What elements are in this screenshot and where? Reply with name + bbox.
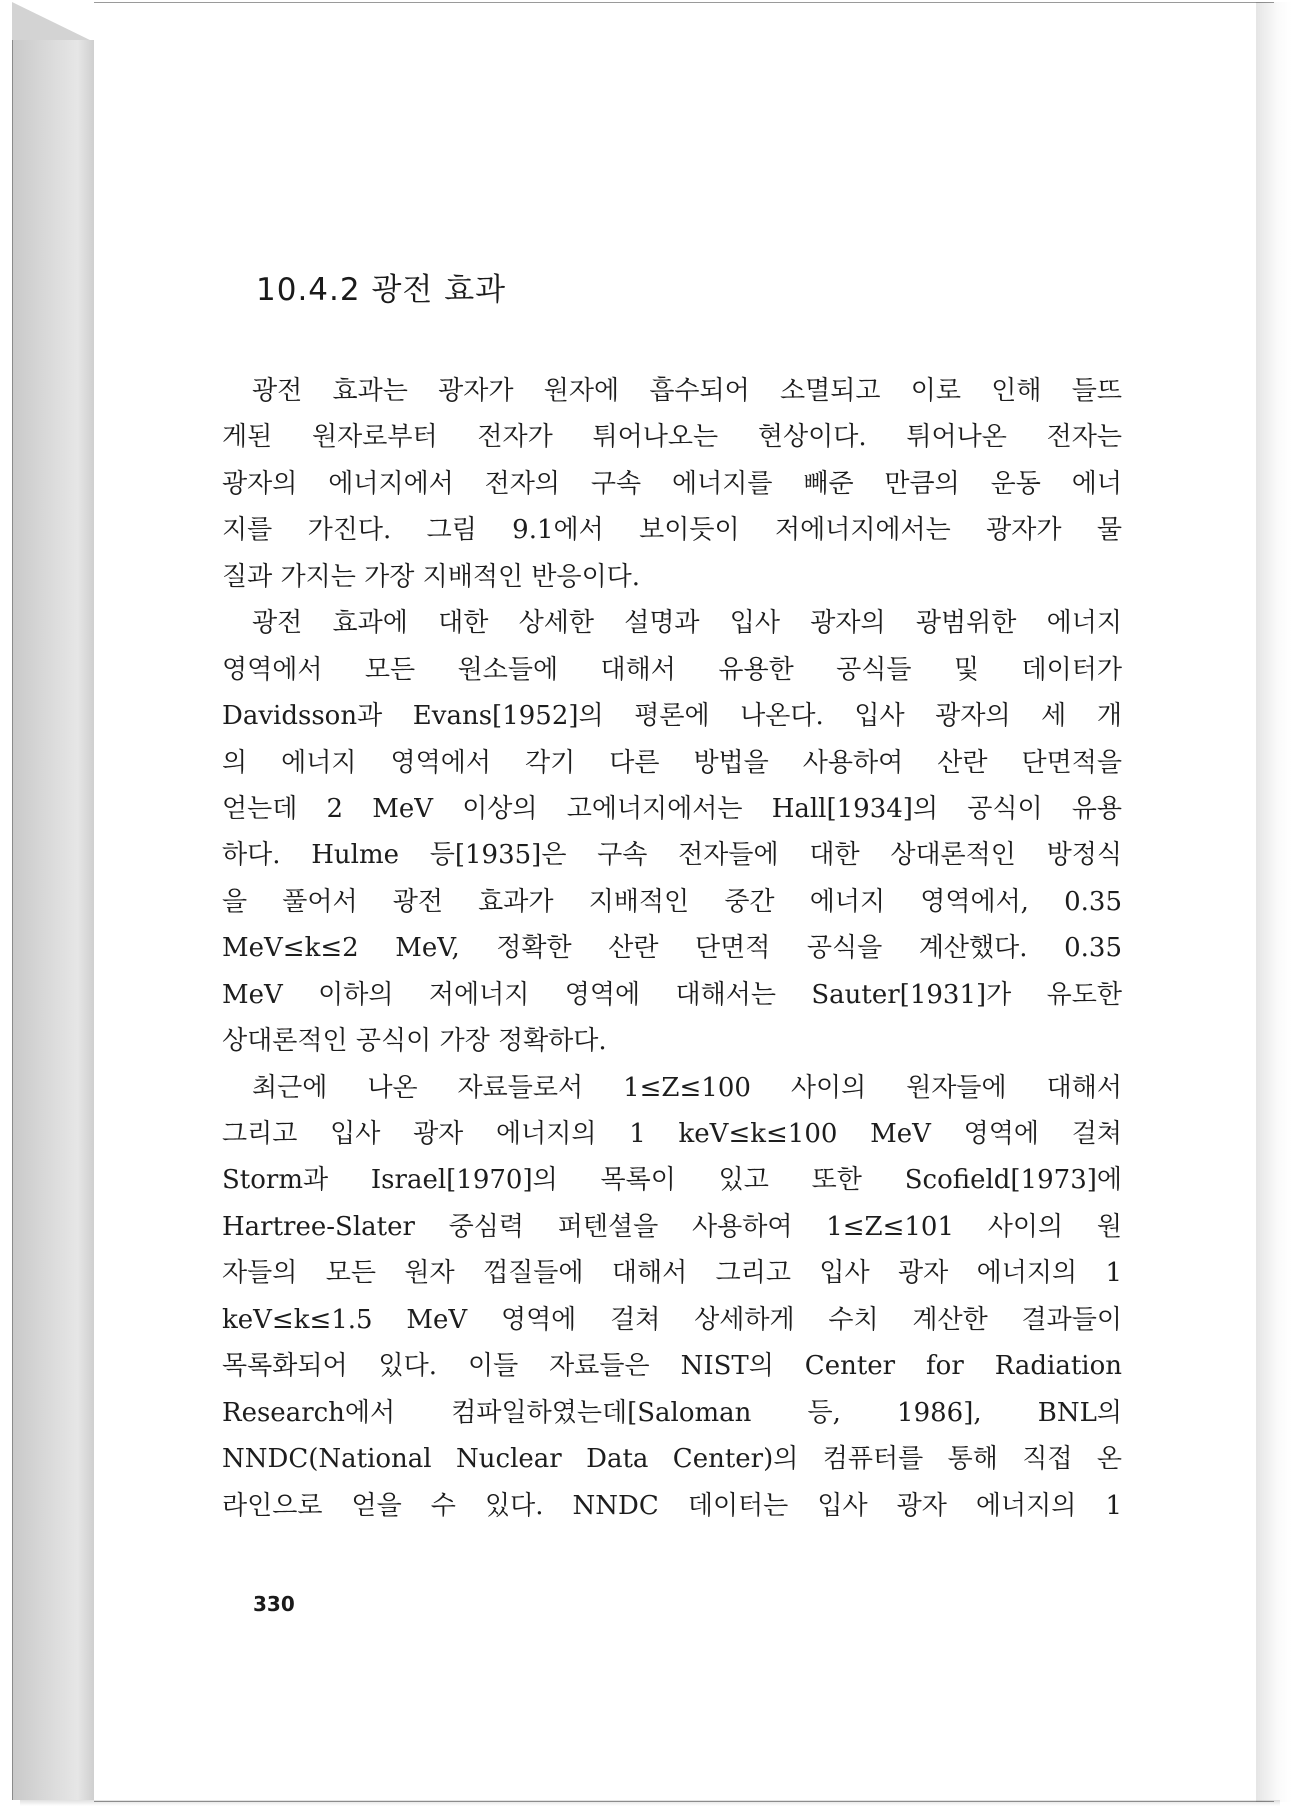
text-line: 을 풀어서 광전 효과가 지배적인 중간 에너지 영역에서, 0.35 <box>222 886 1122 917</box>
text-line: 상대론적인 공식이 가장 정확하다. <box>222 1026 607 1057</box>
text-line: 지를 가진다. 그림 9.1에서 보이듯이 저에너지에서는 광자가 물 <box>222 515 1122 546</box>
text-line: 광전 효과에 대한 상세한 설명과 입사 광자의 광범위한 에너지 <box>252 608 1122 639</box>
text-line: 질과 가지는 가장 지배적인 반응이다. <box>222 561 641 592</box>
page-bottom-shadow <box>20 1800 1280 1806</box>
text-line: 영역에서 모든 원소들에 대해서 유용한 공식들 및 데이터가 <box>222 654 1122 685</box>
text-line: Storm과 Israel[1970]의 목록이 있고 또한 Scofield[1973]에 <box>222 1165 1122 1196</box>
text-line: Hartree-Slater 중심력 퍼텐셜을 사용하여 1≤Z≤101 사이의 원 <box>222 1211 1122 1242</box>
book-spine <box>12 40 95 1800</box>
text-line: 광전 효과는 광자가 원자에 흡수되어 소멸되고 이로 인해 들뜨 <box>252 376 1122 406</box>
text-line: keV≤k≤1.5 MeV 영역에 걸쳐 상세하게 수치 계산한 결과들이 <box>222 1304 1122 1335</box>
page-number: 330 <box>253 1592 295 1616</box>
text-line: MeV≤k≤2 MeV, 정확한 산란 단면적 공식을 계산했다. 0.35 <box>222 933 1122 964</box>
text-line: 의 에너지 영역에서 각기 다른 방법을 사용하여 산란 단면적을 <box>222 747 1122 778</box>
text-line: 하다. Hulme 등[1935]은 구속 전자들에 대한 상대론적인 방정식 <box>222 840 1122 871</box>
page-edge-shadow <box>1256 2 1292 1802</box>
book-spine-top <box>12 2 94 42</box>
text-line: 최근에 나온 자료들로서 1≤Z≤100 사이의 원자들에 대해서 <box>252 1072 1122 1103</box>
paragraph <box>222 368 1122 600</box>
text-line: NNDC(National Nuclear Data Center)의 컴퓨터를 통해 직접 온 <box>222 1444 1122 1475</box>
text-line: 그리고 입사 광자 에너지의 1 keV≤k≤100 MeV 영역에 걸쳐 <box>222 1119 1122 1149</box>
body-text <box>222 368 1122 1529</box>
text-line: Davidsson과 Evans[1952]의 평론에 나온다. 입사 광자의 세 개 <box>222 701 1122 732</box>
text-line: MeV 이하의 저에너지 영역에 대해서는 Sauter[1931]가 유도한 <box>222 979 1122 1010</box>
text-line: Research에서 컴파일하였는데[Saloman 등, 1986], BNL의 <box>222 1397 1122 1428</box>
paragraph <box>222 600 1122 1064</box>
paragraph <box>222 1065 1122 1529</box>
text-line: 광자의 에너지에서 전자의 구속 에너지를 빼준 만큼의 운동 에너 <box>222 468 1122 499</box>
text-line: 목록화되어 있다. 이들 자료들은 NIST의 Center for Radiation <box>222 1351 1122 1382</box>
text-line: 자들의 모든 원자 껍질들에 대해서 그리고 입사 광자 에너지의 1 <box>222 1258 1122 1289</box>
book-edge-line <box>12 40 13 1800</box>
section-heading: 10.4.2 광전 효과 <box>256 272 507 308</box>
text-line: 얻는데 2 MeV 이상의 고에너지에서는 Hall[1934]의 공식이 유용 <box>222 793 1122 824</box>
text-line: 게된 원자로부터 전자가 튀어나오는 현상이다. 튀어나온 전자는 <box>222 422 1122 453</box>
text-line: 라인으로 얻을 수 있다. NNDC 데이터는 입사 광자 에너지의 1 <box>222 1490 1122 1521</box>
